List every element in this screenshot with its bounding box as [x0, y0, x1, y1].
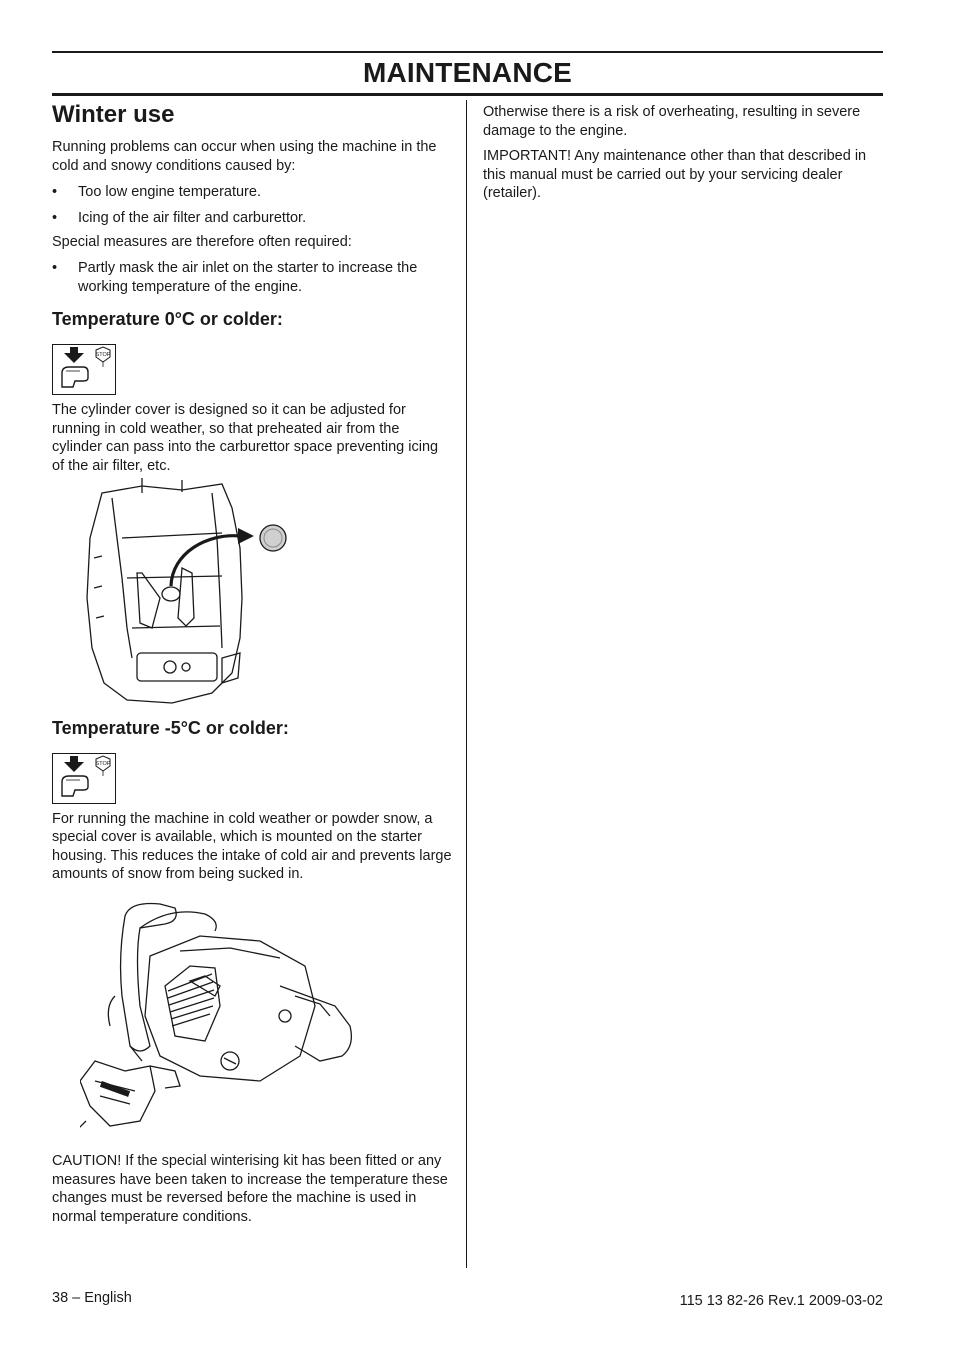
document-reference: 115 13 82-26 Rev.1 2009-03-02: [679, 1293, 883, 1309]
top-rule: [52, 51, 883, 53]
overheating-paragraph: Otherwise there is a risk of overheating, resulting in severe damage to the engine.: [483, 104, 861, 139]
chainsaw-winter-cover-illustration: [80, 896, 380, 1146]
important-paragraph: IMPORTANT! Any maintenance other than that described in this manual must be carried out by your servicing dealer (retailer).: [483, 148, 867, 202]
cover-adjust-icon: [52, 344, 116, 395]
left-column: [52, 100, 452, 1226]
down-arrow-stop-icon: [53, 345, 114, 393]
caution-paragraph: CAUTION! If the special winterising kit has been fitted or any measures have been taken to increase the temperature these changes must be reversed before the machine is used in normal temperature conditions.: [52, 1152, 448, 1225]
temp5-heading: Temperature -5°C or colder:: [52, 717, 289, 738]
list-item: • Partly mask the air inlet on the starter to increase the working temperature of the engine.: [52, 259, 418, 295]
header-rule: [52, 93, 883, 96]
down-arrow-stop-icon: [53, 754, 114, 802]
measures-intro: Special measures are therefore often required:: [52, 234, 352, 251]
stop-label: STOP: [95, 352, 111, 359]
list-item: • Icing of the air filter and carburettor.: [52, 209, 307, 226]
column-divider: [466, 100, 467, 1268]
list-item: • Too low engine temperature.: [52, 184, 261, 201]
temp5-paragraph: For running the machine in cold weather or powder snow, a special cover is available, which is mounted on the starter housing. This reduces the intake of cold air and prevents large amounts of snow from being sucked in.: [52, 810, 452, 883]
page-number: 38 – English: [52, 1290, 132, 1306]
right-column: [483, 103, 883, 203]
temp0-heading: Temperature 0°C or colder:: [52, 309, 283, 330]
intro-paragraph: Running problems can occur when using the machine in the cold and snowy conditions caused by:: [52, 139, 437, 174]
section-title: Winter use: [52, 101, 175, 128]
page-header-title: MAINTENANCE: [362, 57, 573, 88]
cover-mount-icon: [52, 753, 116, 804]
cylinder-cover-illustration: [82, 478, 342, 713]
temp0-paragraph: The cylinder cover is designed so it can be adjusted for running in cold weather, so that preheated air from the cylinder can pass into the carburettor space preventing icing of the air filter, etc.: [52, 402, 439, 474]
stop-label: STOP: [95, 760, 111, 767]
